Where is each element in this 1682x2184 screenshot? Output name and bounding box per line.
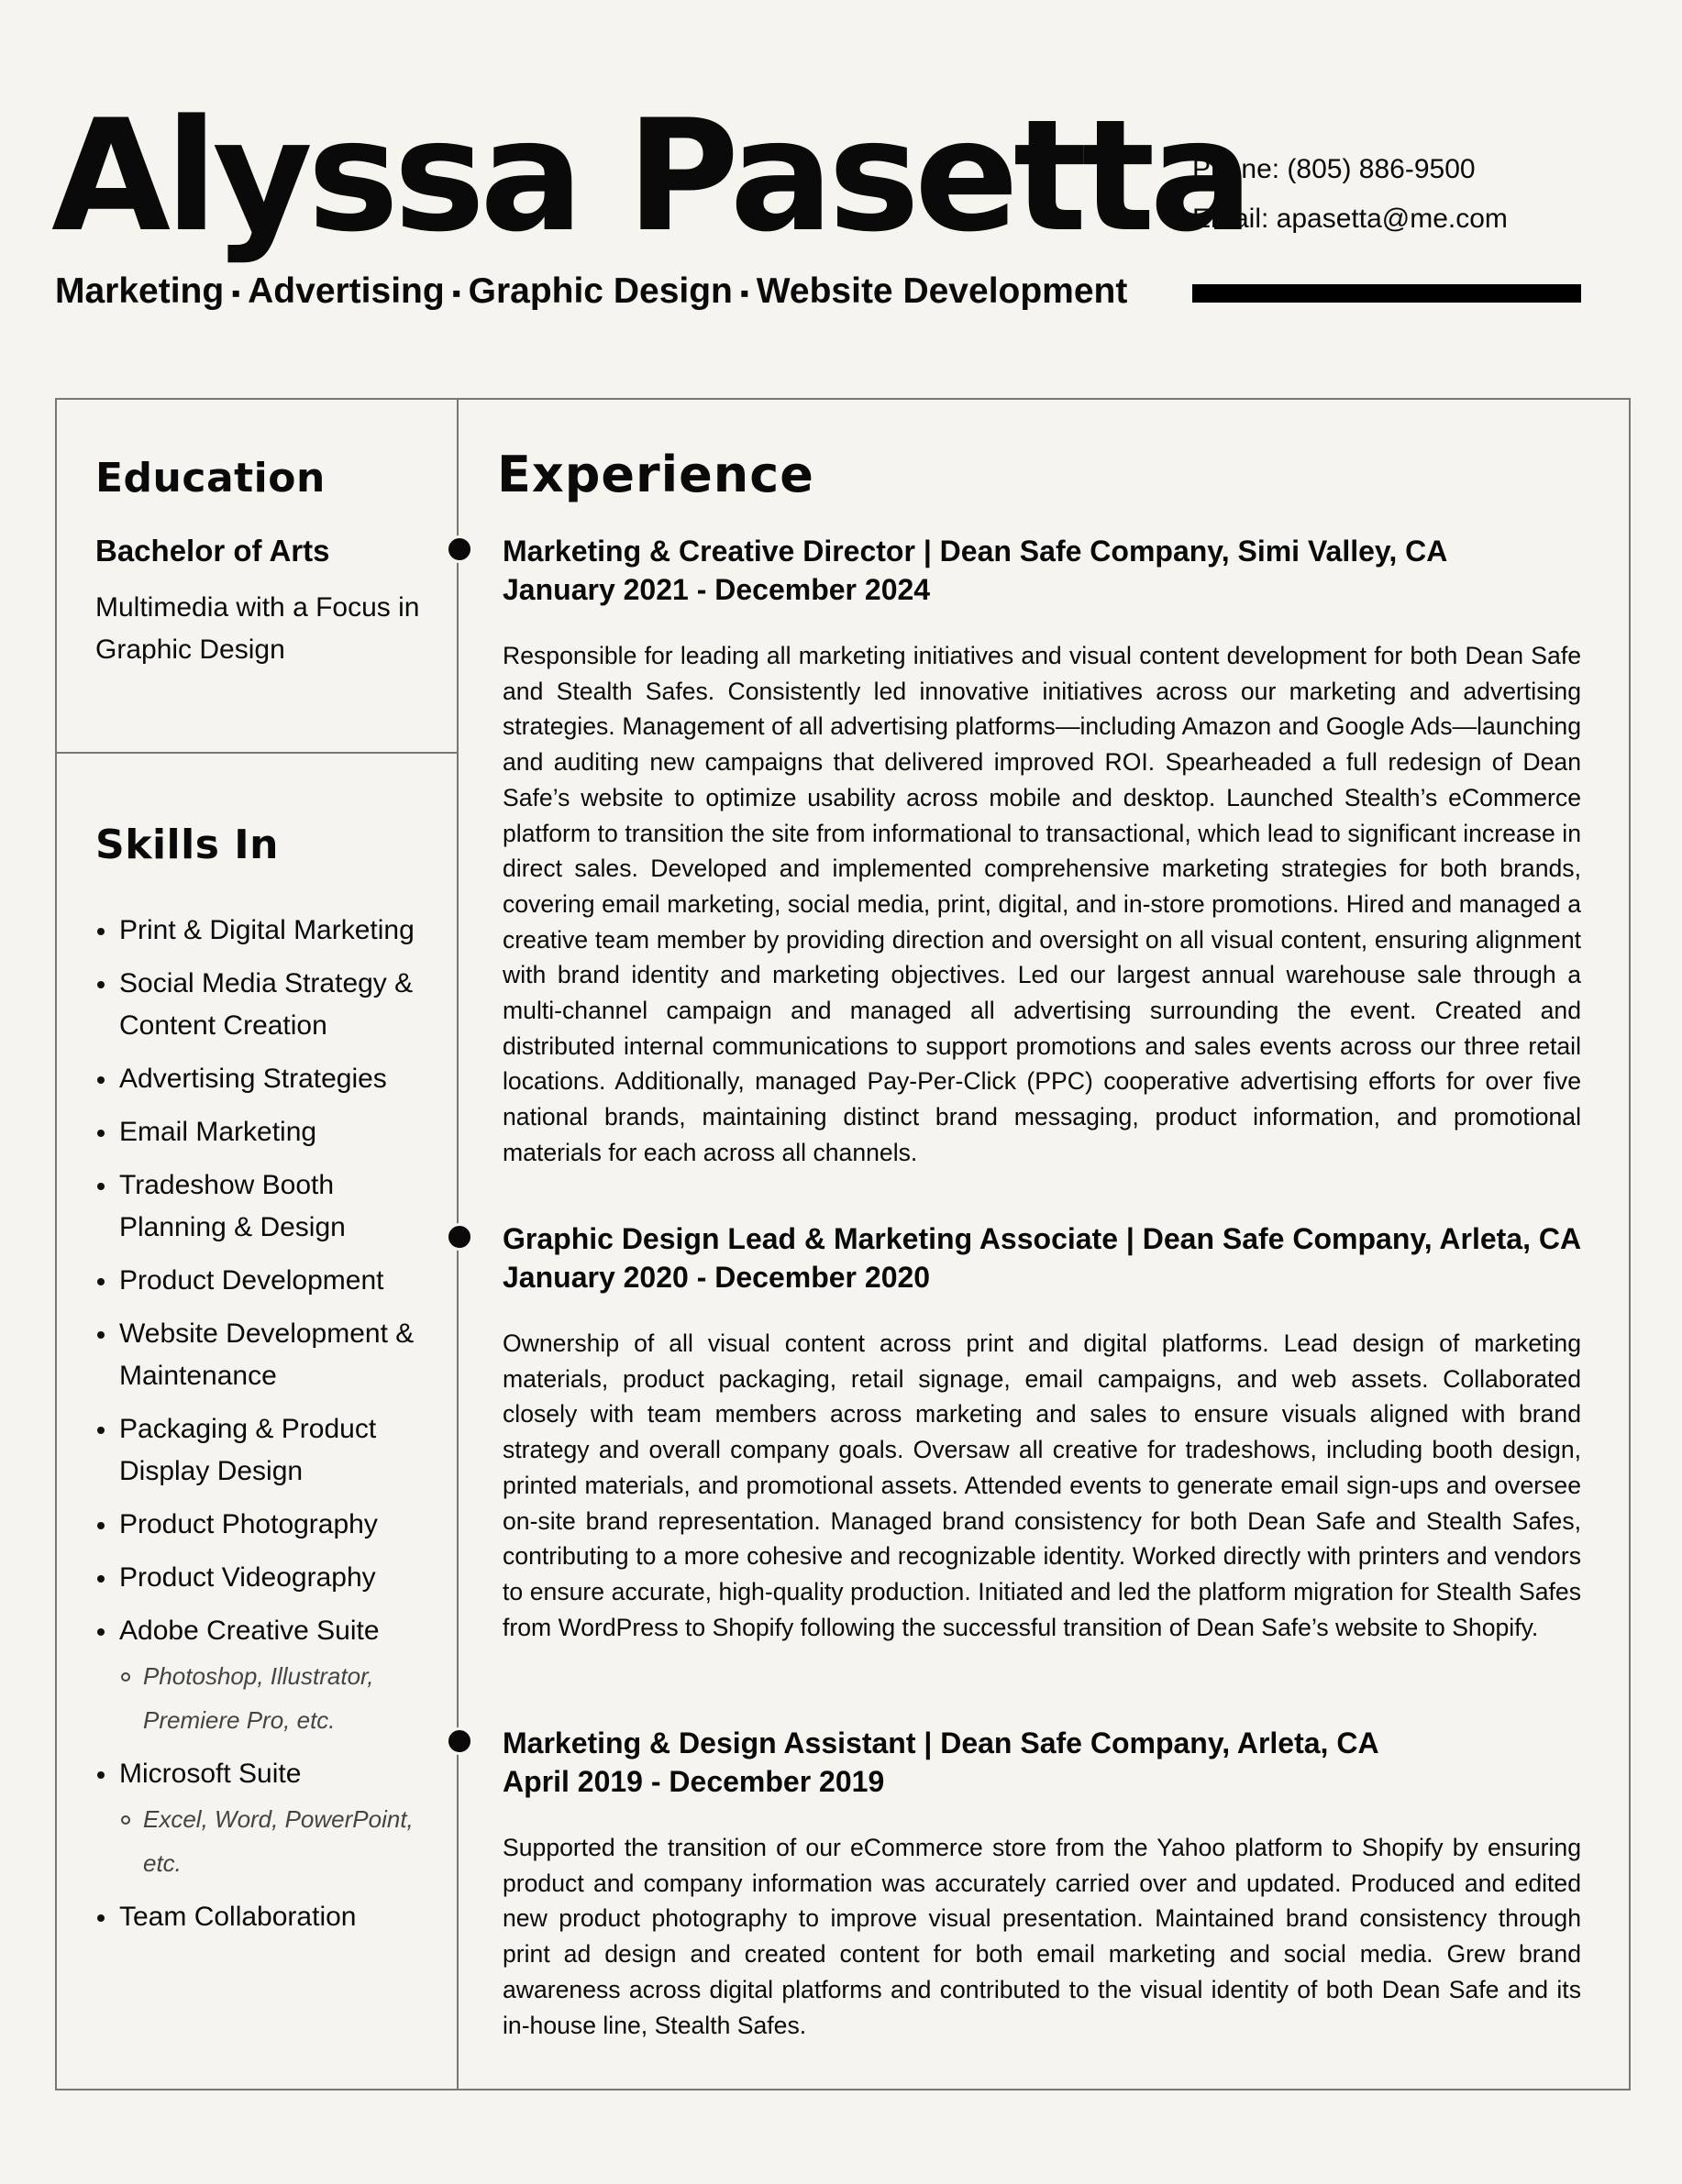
tagline-item: Graphic Design [468,271,733,311]
skill-subnote: Excel, Word, PowerPoint, etc. [119,1797,444,1885]
job-description: Supported the transition of our eCommerce store from the Yahoo platform to Shopify by ensuring product and company information was accurately carried over and updated. Produced and edited new product photography to improve visual presentation. Maintained brand consistency through print ad design and created content for both email marketing and social media. Grew brand awareness across digital platforms and contributed to the visual identity of both Dean Safe and its in-house line, Stealth Safes. [503,1834,1581,2039]
contact-divider-bar [1192,284,1581,303]
tagline-separator: ▪ [739,278,749,307]
resume-body-frame [55,398,1631,2090]
tagline-separator: ▪ [231,278,241,307]
timeline-dot-icon [446,535,473,563]
skill-item: Packaging & Product Display Design [95,1408,444,1493]
timeline-dot-icon [446,1727,473,1755]
job-entry [503,1724,1638,2043]
skill-item: Social Media Strategy & Content Creation [95,963,444,1047]
job-dates: January 2020 - December 2020 [503,1261,931,1294]
candidate-name: Alyssa Pasetta [51,86,1248,266]
education-detail: Multimedia with a Focus in Graphic Design [95,592,420,665]
tagline [55,271,1127,312]
job-dates: January 2021 - December 2024 [503,573,931,606]
contact-block [1192,145,1508,244]
skill-item: Advertising Strategies [95,1058,444,1100]
job-entry [503,532,1638,1171]
skill-item: Product Videography [95,1557,444,1599]
tagline-separator: ▪ [451,278,461,307]
skill-item-microsoft [95,1753,444,1885]
skill-item: Product Development [95,1260,444,1302]
skill-item: Website Development & Maintenance [95,1313,444,1397]
email-address[interactable]: Email: apasetta@me.com [1192,204,1508,234]
section-divider [57,752,457,754]
skill-item-label: Microsoft Suite [119,1759,302,1789]
phone-number[interactable]: Phone: (805) 886-9500 [1192,154,1476,184]
job-description: Responsible for leading all marketing initiatives and visual content development for both Dean Safe and Stealth Safes. Consistently led innovative initiatives across our marketing and advertising strategies. Management of all advertising platforms—including Amazon and Google Ads—launching and auditing new campaigns that delivered improved ROI. Spearheaded a full redesign of Dean Safe’s website to optimize usability across mobile and desktop. Launched Stealth’s eCommerce platform to transition the site from informational to transactional, which lead to significant increase in direct sales. Developed and implemented comprehensive marketing strategies for both brands, covering email marketing, social media, print, digital, and in-store promotions. Hired and managed a creative team member by providing direction and oversight on all visual content, ensuring alignment with brand identity and marketing objectives. Led our largest annual warehouse sale through a multi-channel campaign and managed all advertising surrounding the event. Created and distributed internal communications to support promotions and sales events across our three retail locations. Additionally, managed Pay-Per-Click (PPC) cooperative advertising efforts for over five national brands, maintaining distinct brand messaging, product information, and promotional materials for each across all channels. [503,642,1581,1166]
education-degree: Bachelor of Arts [95,534,330,568]
skill-subnote: Photoshop, Illustrator, Premiere Pro, etc. [119,1654,444,1742]
skill-item: Product Photography [95,1504,444,1546]
job-title: Graphic Design Lead & Marketing Associate | Dean Safe Company, Arleta, CA [503,1222,1582,1255]
skill-item: Team Collaboration [95,1896,444,1938]
job-title: Marketing & Design Assistant | Dean Safe Company, Arleta, CA [503,1726,1379,1759]
experience-heading: Experience [497,446,814,503]
education-heading: Education [95,455,326,502]
job-description: Ownership of all visual content across print and digital platforms. Lead design of marketing materials, product packaging, retail signage, email campaigns, and web assets. Collaborated closely with team members across marketing and sales to ensure visuals aligned with brand strategy and overall company goals. Oversaw all creative for tradeshows, including booth design, printed materials, and promotional assets. Attended events to generate email sign-ups and oversee on-site brand representation. Managed brand consistency for both Dean Safe and Stealth Safes, contributing to a more cohesive and recognizable identity. Worked directly with printers and vendors to ensure accurate, high-quality production. Initiated and led the platform migration for Stealth Safes from WordPress to Shopify following the successful transition of Dean Safe’s website to Shopify. [503,1329,1581,1641]
tagline-item: Advertising [248,271,445,311]
skill-item-label: Adobe Creative Suite [119,1616,380,1646]
job-entry [503,1219,1638,1645]
skill-item: Print & Digital Marketing [95,910,444,952]
timeline-dot-icon [446,1223,473,1251]
job-dates: April 2019 - December 2019 [503,1765,885,1798]
tagline-item: Marketing [55,271,225,311]
tagline-item: Website Development [756,271,1128,311]
skill-item-adobe [95,1610,444,1742]
job-title: Marketing & Creative Director | Dean Safe Company, Simi Valley, CA [503,535,1448,568]
skill-item: Email Marketing [95,1111,444,1153]
skill-item: Tradeshow Booth Planning & Design [95,1164,444,1249]
skills-heading: Skills In [95,822,279,868]
skills-list [95,910,444,1949]
